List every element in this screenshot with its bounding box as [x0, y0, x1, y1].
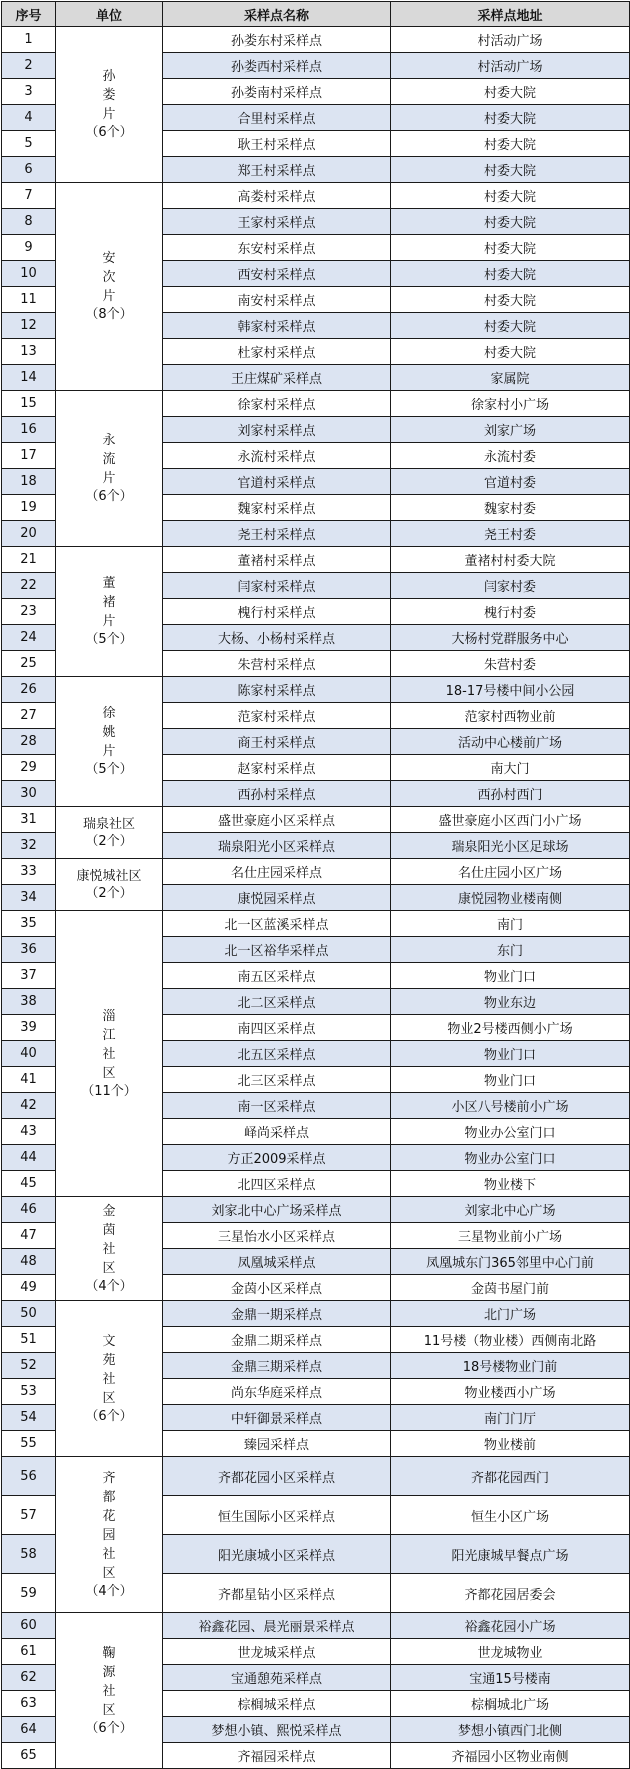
- unit-count: （6个）: [85, 1720, 133, 1736]
- cell-address: 18号楼物业门前: [391, 1353, 630, 1379]
- unit-name: 安次片: [102, 251, 116, 304]
- unit-count: （6个）: [85, 125, 133, 140]
- cell-name: 阳光康城小区采样点: [163, 1535, 391, 1574]
- sampling-points-table: [1, 1, 630, 1769]
- cell-address: 阳光康城早餐点广场: [391, 1535, 630, 1574]
- cell-no: 17: [2, 443, 56, 469]
- unit-name: 瑞泉社区: [82, 816, 135, 832]
- cell-name: 孙娄西村采样点: [163, 53, 391, 79]
- cell-address: 宝通15号楼南: [391, 1665, 630, 1691]
- cell-name: 金鼎三期采样点: [163, 1353, 391, 1379]
- table-row: [2, 547, 630, 573]
- cell-no: 23: [2, 599, 56, 625]
- cell-name: 北一区蓝溪采样点: [163, 911, 391, 937]
- cell-name: 西孙村采样点: [163, 781, 391, 807]
- cell-address: 村委大院: [391, 131, 630, 157]
- cell-address: 齐都花园居委会: [391, 1574, 630, 1613]
- cell-name: 齐都星钻小区采样点: [163, 1574, 391, 1613]
- cell-address: 18-17号楼中间小公园: [391, 677, 630, 703]
- cell-address: 闫家村委: [391, 573, 630, 599]
- cell-name: 南四区采样点: [163, 1015, 391, 1041]
- cell-no: 34: [2, 885, 56, 911]
- table-row: [2, 859, 630, 885]
- cell-address: 村委大院: [391, 339, 630, 365]
- cell-no: 20: [2, 521, 56, 547]
- cell-address: 西孙村西门: [391, 781, 630, 807]
- cell-name: 北二区采样点: [163, 989, 391, 1015]
- unit-count: （4个）: [85, 1278, 133, 1294]
- cell-address: 村委大院: [391, 105, 630, 131]
- unit-name: 鞠源社区: [102, 1645, 116, 1718]
- unit-count: （6个）: [85, 1408, 133, 1424]
- cell-address: 村委大院: [391, 287, 630, 313]
- cell-address: 村活动广场: [391, 27, 630, 53]
- cell-no: 29: [2, 755, 56, 781]
- cell-no: 51: [2, 1327, 56, 1353]
- cell-no: 25: [2, 651, 56, 677]
- cell-name: 名仕庄园采样点: [163, 859, 391, 885]
- cell-no: 43: [2, 1119, 56, 1145]
- cell-no: 39: [2, 1015, 56, 1041]
- cell-name: 陈家村采样点: [163, 677, 391, 703]
- unit-count: （2个）: [85, 885, 133, 901]
- cell-name: 孙娄南村采样点: [163, 79, 391, 105]
- cell-name: 大杨、小杨村采样点: [163, 625, 391, 651]
- unit-name: 徐姚片: [102, 706, 116, 759]
- cell-address: 大杨村党群服务中心: [391, 625, 630, 651]
- cell-address: 梦想小镇西门北侧: [391, 1717, 630, 1743]
- unit-count: （4个）: [85, 1583, 133, 1599]
- cell-no: 2: [2, 53, 56, 79]
- header-name: 采样点名称: [163, 2, 391, 27]
- cell-address: 凤凰城东门365邻里中心门前: [391, 1249, 630, 1275]
- cell-address: 盛世豪庭小区西门小广场: [391, 807, 630, 833]
- cell-address: 瑞泉阳光小区足球场: [391, 833, 630, 859]
- cell-no: 46: [2, 1197, 56, 1223]
- cell-no: 65: [2, 1743, 56, 1769]
- cell-address: 村委大院: [391, 183, 630, 209]
- table-row: [2, 677, 630, 703]
- cell-no: 44: [2, 1145, 56, 1171]
- cell-address: 物业门口: [391, 1041, 630, 1067]
- cell-unit: [56, 391, 163, 547]
- cell-address: 裕鑫花园小广场: [391, 1613, 630, 1639]
- cell-no: 41: [2, 1067, 56, 1093]
- unit-name: 文苑社区: [102, 1333, 116, 1406]
- cell-no: 57: [2, 1496, 56, 1535]
- cell-name: 中轩御景采样点: [163, 1405, 391, 1431]
- cell-name: 杜家村采样点: [163, 339, 391, 365]
- cell-name: 永流村采样点: [163, 443, 391, 469]
- cell-address: 村委大院: [391, 261, 630, 287]
- cell-no: 50: [2, 1301, 56, 1327]
- cell-address: 魏家村委: [391, 495, 630, 521]
- cell-address: 朱营村委: [391, 651, 630, 677]
- table-row: [2, 27, 630, 53]
- unit-name: 孙娄片: [102, 69, 116, 122]
- cell-name: 北一区裕华采样点: [163, 937, 391, 963]
- cell-address: 家属院: [391, 365, 630, 391]
- cell-address: 董褚村村委大院: [391, 547, 630, 573]
- cell-no: 3: [2, 79, 56, 105]
- cell-address: 三星物业前小广场: [391, 1223, 630, 1249]
- unit-count: （5个）: [85, 632, 133, 647]
- cell-no: 63: [2, 1691, 56, 1717]
- cell-no: 30: [2, 781, 56, 807]
- cell-name: 刘家北中心广场采样点: [163, 1197, 391, 1223]
- cell-name: 齐都花园小区采样点: [163, 1457, 391, 1496]
- cell-address: 刘家北中心广场: [391, 1197, 630, 1223]
- cell-unit: [56, 1613, 163, 1769]
- cell-address: 南门门厅: [391, 1405, 630, 1431]
- cell-name: 北五区采样点: [163, 1041, 391, 1067]
- table-row: [2, 911, 630, 937]
- cell-no: 58: [2, 1535, 56, 1574]
- cell-no: 6: [2, 157, 56, 183]
- cell-address: 齐都花园西门: [391, 1457, 630, 1496]
- cell-no: 19: [2, 495, 56, 521]
- table-row: [2, 1613, 630, 1639]
- cell-no: 15: [2, 391, 56, 417]
- cell-no: 28: [2, 729, 56, 755]
- cell-no: 37: [2, 963, 56, 989]
- cell-no: 31: [2, 807, 56, 833]
- cell-name: 官道村采样点: [163, 469, 391, 495]
- unit-count: （8个）: [85, 307, 133, 322]
- cell-address: 徐家村小广场: [391, 391, 630, 417]
- cell-name: 西安村采样点: [163, 261, 391, 287]
- cell-name: 峄尚采样点: [163, 1119, 391, 1145]
- unit-count: （5个）: [85, 762, 133, 777]
- cell-address: 棕榈城北广场: [391, 1691, 630, 1717]
- cell-name: 臻园采样点: [163, 1431, 391, 1457]
- cell-name: 槐行村采样点: [163, 599, 391, 625]
- header-unit: 单位: [56, 2, 163, 27]
- cell-unit: [56, 547, 163, 677]
- cell-no: 16: [2, 417, 56, 443]
- cell-unit: [56, 183, 163, 391]
- cell-name: 康悦园采样点: [163, 885, 391, 911]
- cell-name: 南安村采样点: [163, 287, 391, 313]
- cell-no: 60: [2, 1613, 56, 1639]
- cell-address: 物业门口: [391, 1067, 630, 1093]
- cell-address: 永流村委: [391, 443, 630, 469]
- cell-name: 金鼎一期采样点: [163, 1301, 391, 1327]
- cell-no: 1: [2, 27, 56, 53]
- cell-unit: [56, 859, 163, 911]
- cell-no: 36: [2, 937, 56, 963]
- cell-address: 村委大院: [391, 313, 630, 339]
- unit-count: （11个）: [81, 1083, 137, 1099]
- cell-no: 47: [2, 1223, 56, 1249]
- cell-name: 孙娄东村采样点: [163, 27, 391, 53]
- cell-address: 官道村委: [391, 469, 630, 495]
- unit-name: 康悦城社区: [76, 868, 142, 884]
- cell-address: 东门: [391, 937, 630, 963]
- header-address: 采样点地址: [391, 2, 630, 27]
- cell-name: 耿王村采样点: [163, 131, 391, 157]
- cell-address: 物业东边: [391, 989, 630, 1015]
- cell-name: 董褚村采样点: [163, 547, 391, 573]
- cell-address: 物业楼前: [391, 1431, 630, 1457]
- cell-name: 金鼎二期采样点: [163, 1327, 391, 1353]
- cell-no: 4: [2, 105, 56, 131]
- cell-address: 小区八号楼前小广场: [391, 1093, 630, 1119]
- cell-address: 恒生小区广场: [391, 1496, 630, 1535]
- cell-name: 商王村采样点: [163, 729, 391, 755]
- cell-no: 13: [2, 339, 56, 365]
- cell-name: 恒生国际小区采样点: [163, 1496, 391, 1535]
- cell-address: 物业办公室门口: [391, 1145, 630, 1171]
- cell-name: 瑞泉阳光小区采样点: [163, 833, 391, 859]
- cell-no: 27: [2, 703, 56, 729]
- cell-name: 齐福园采样点: [163, 1743, 391, 1769]
- cell-name: 棕榈城采样点: [163, 1691, 391, 1717]
- table-row: [2, 807, 630, 833]
- cell-address: 金茵书屋门前: [391, 1275, 630, 1301]
- cell-name: 世龙城采样点: [163, 1639, 391, 1665]
- cell-address: 北门广场: [391, 1301, 630, 1327]
- cell-no: 8: [2, 209, 56, 235]
- unit-name: 金茵社区: [102, 1203, 116, 1276]
- cell-name: 尧王村采样点: [163, 521, 391, 547]
- cell-address: 尧王村委: [391, 521, 630, 547]
- cell-no: 52: [2, 1353, 56, 1379]
- cell-unit: [56, 1197, 163, 1301]
- cell-address: 名仕庄园小区广场: [391, 859, 630, 885]
- cell-name: 尚东华庭采样点: [163, 1379, 391, 1405]
- cell-unit: [56, 1457, 163, 1613]
- cell-no: 10: [2, 261, 56, 287]
- cell-address: 物业楼西小广场: [391, 1379, 630, 1405]
- cell-name: 徐家村采样点: [163, 391, 391, 417]
- cell-no: 11: [2, 287, 56, 313]
- cell-address: 刘家广场: [391, 417, 630, 443]
- table-row: [2, 1301, 630, 1327]
- header-row: [2, 2, 630, 27]
- table-row: [2, 391, 630, 417]
- cell-address: 活动中心楼前广场: [391, 729, 630, 755]
- cell-no: 22: [2, 573, 56, 599]
- cell-address: 槐行村委: [391, 599, 630, 625]
- cell-unit: [56, 911, 163, 1197]
- cell-name: 南五区采样点: [163, 963, 391, 989]
- cell-no: 33: [2, 859, 56, 885]
- cell-no: 32: [2, 833, 56, 859]
- cell-no: 26: [2, 677, 56, 703]
- cell-no: 48: [2, 1249, 56, 1275]
- cell-address: 村委大院: [391, 209, 630, 235]
- cell-name: 盛世豪庭小区采样点: [163, 807, 391, 833]
- cell-name: 梦想小镇、熙悦采样点: [163, 1717, 391, 1743]
- cell-name: 三星怡水小区采样点: [163, 1223, 391, 1249]
- cell-name: 高娄村采样点: [163, 183, 391, 209]
- cell-name: 北三区采样点: [163, 1067, 391, 1093]
- cell-unit: [56, 677, 163, 807]
- cell-address: 南门: [391, 911, 630, 937]
- cell-address: 范家村西物业前: [391, 703, 630, 729]
- cell-no: 49: [2, 1275, 56, 1301]
- unit-name: 齐都花园社区: [102, 1470, 116, 1581]
- unit-count: （6个）: [85, 489, 133, 504]
- table-row: [2, 1197, 630, 1223]
- cell-name: 东安村采样点: [163, 235, 391, 261]
- header-no: 序号: [2, 2, 56, 27]
- cell-address: 物业门口: [391, 963, 630, 989]
- cell-no: 35: [2, 911, 56, 937]
- table-row: [2, 1457, 630, 1496]
- cell-name: 凤凰城采样点: [163, 1249, 391, 1275]
- cell-no: 42: [2, 1093, 56, 1119]
- cell-address: 物业办公室门口: [391, 1119, 630, 1145]
- cell-unit: [56, 27, 163, 183]
- cell-no: 5: [2, 131, 56, 157]
- cell-no: 18: [2, 469, 56, 495]
- cell-address: 物业楼下: [391, 1171, 630, 1197]
- cell-no: 64: [2, 1717, 56, 1743]
- cell-address: 村委大院: [391, 157, 630, 183]
- cell-name: 合里村采样点: [163, 105, 391, 131]
- cell-unit: [56, 807, 163, 859]
- cell-name: 朱营村采样点: [163, 651, 391, 677]
- unit-name: 淄江社区: [102, 1008, 116, 1081]
- cell-address: 11号楼（物业楼）西侧南北路: [391, 1327, 630, 1353]
- cell-address: 康悦园物业楼南侧: [391, 885, 630, 911]
- cell-no: 24: [2, 625, 56, 651]
- cell-no: 12: [2, 313, 56, 339]
- cell-address: 村委大院: [391, 235, 630, 261]
- cell-no: 21: [2, 547, 56, 573]
- cell-no: 53: [2, 1379, 56, 1405]
- cell-no: 9: [2, 235, 56, 261]
- unit-name: 董褚片: [102, 576, 116, 629]
- cell-name: 范家村采样点: [163, 703, 391, 729]
- cell-name: 王庄煤矿采样点: [163, 365, 391, 391]
- cell-no: 45: [2, 1171, 56, 1197]
- cell-name: 郑王村采样点: [163, 157, 391, 183]
- cell-no: 56: [2, 1457, 56, 1496]
- cell-name: 北四区采样点: [163, 1171, 391, 1197]
- cell-name: 金茵小区采样点: [163, 1275, 391, 1301]
- cell-name: 刘家村采样点: [163, 417, 391, 443]
- cell-name: 赵家村采样点: [163, 755, 391, 781]
- cell-name: 王家村采样点: [163, 209, 391, 235]
- cell-no: 38: [2, 989, 56, 1015]
- cell-no: 55: [2, 1431, 56, 1457]
- cell-name: 魏家村采样点: [163, 495, 391, 521]
- cell-no: 14: [2, 365, 56, 391]
- cell-unit: [56, 1301, 163, 1457]
- cell-address: 世龙城物业: [391, 1639, 630, 1665]
- cell-no: 7: [2, 183, 56, 209]
- cell-no: 54: [2, 1405, 56, 1431]
- cell-no: 59: [2, 1574, 56, 1613]
- cell-address: 南大门: [391, 755, 630, 781]
- cell-address: 物业2号楼西侧小广场: [391, 1015, 630, 1041]
- cell-address: 村活动广场: [391, 53, 630, 79]
- cell-no: 61: [2, 1639, 56, 1665]
- unit-count: （2个）: [85, 833, 133, 849]
- table-row: [2, 183, 630, 209]
- cell-name: 裕鑫花园、晨光丽景采样点: [163, 1613, 391, 1639]
- cell-no: 40: [2, 1041, 56, 1067]
- cell-name: 宝通憩苑采样点: [163, 1665, 391, 1691]
- table-body: [2, 27, 630, 1769]
- cell-name: 方正2009采样点: [163, 1145, 391, 1171]
- unit-name: 永流片: [102, 433, 116, 486]
- cell-address: 村委大院: [391, 79, 630, 105]
- cell-no: 62: [2, 1665, 56, 1691]
- cell-name: 闫家村采样点: [163, 573, 391, 599]
- cell-name: 南一区采样点: [163, 1093, 391, 1119]
- cell-address: 齐福园小区物业南侧: [391, 1743, 630, 1769]
- cell-name: 韩家村采样点: [163, 313, 391, 339]
